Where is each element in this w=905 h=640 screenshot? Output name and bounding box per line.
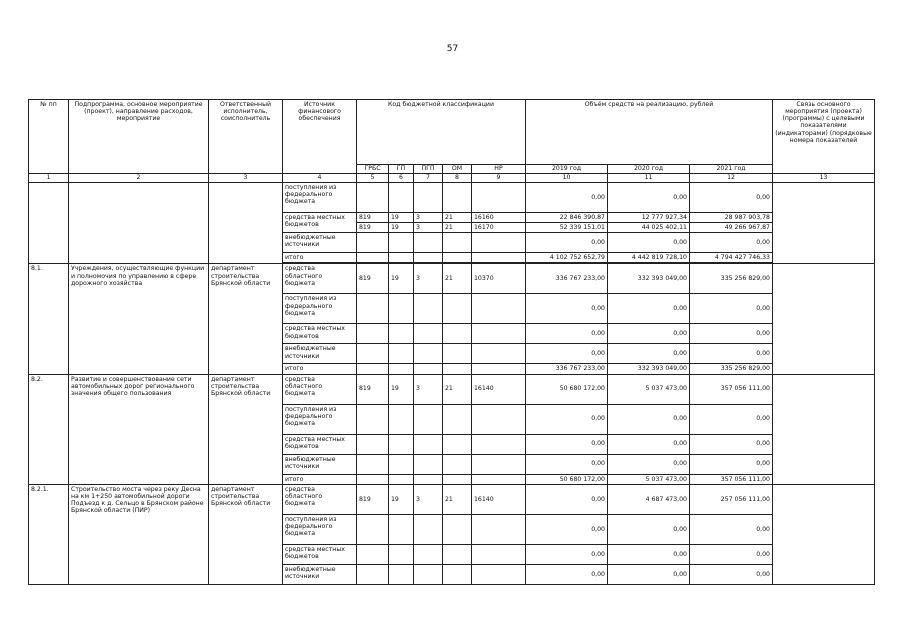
index-cell: 4 — [283, 174, 357, 183]
link-cell — [773, 484, 875, 584]
source-label: внебюджетные источники — [283, 454, 357, 474]
value-cell: 0,00 — [690, 454, 773, 474]
index-cell: 7 — [414, 174, 443, 183]
value-cell: 0,00 — [690, 544, 773, 564]
value-cell: 0,00 — [526, 564, 608, 584]
row-resp: департамент строительства Брянской области — [209, 374, 283, 484]
code-cell: 3 — [414, 213, 443, 223]
table-row — [29, 264, 875, 294]
source-label: средства областного бюджета — [283, 374, 357, 404]
value-cell: 0,00 — [690, 324, 773, 344]
code-cell: 3 — [414, 374, 443, 404]
index-cell: 12 — [690, 174, 773, 183]
value-cell: 0,00 — [526, 294, 608, 324]
row-resp: департамент строительства Брянской области — [209, 484, 283, 584]
index-cell: 8 — [443, 174, 472, 183]
value-cell: 336 767 233,00 — [526, 264, 608, 294]
value-cell: 4 687 473,00 — [608, 484, 690, 514]
code-cell: 16160 — [472, 213, 526, 223]
code-cell: 819 — [357, 264, 389, 294]
cont-resp-cell — [209, 183, 283, 264]
value-cell: 0,00 — [690, 294, 773, 324]
index-cell: 5 — [357, 174, 389, 183]
code-cell: 21 — [443, 374, 472, 404]
code-cell: 10370 — [472, 264, 526, 294]
header-om: ОМ — [443, 165, 472, 174]
total-cell: 332 393 049,00 — [608, 364, 690, 374]
source-label: внебюджетные источники — [283, 344, 357, 364]
source-label: средства местных бюджетов — [283, 544, 357, 564]
row-name: Развитие и совершенствование сети автомобильных дорог регионального значения общего пользования — [69, 374, 209, 484]
value-cell: 0,00 — [526, 454, 608, 474]
value-cell: 0,00 — [690, 514, 773, 544]
value-cell: 332 393 049,00 — [608, 264, 690, 294]
code-cell: 21 — [443, 484, 472, 514]
code-cell: 19 — [389, 264, 414, 294]
code-cell: 819 — [357, 374, 389, 404]
code-cell: 21 — [443, 213, 472, 223]
header-link: Связь основного мероприятия (проекта) (программы) с целевыми показателями (индикаторами) (порядковые номера показателей — [773, 100, 875, 174]
code-cell: 21 — [443, 264, 472, 294]
header-2019: 2019 год — [526, 165, 608, 174]
code-cell: 19 — [389, 374, 414, 404]
source-label: средства областного бюджета — [283, 264, 357, 294]
value-cell: 0,00 — [608, 404, 690, 434]
source-label: средства местных бюджетов — [283, 434, 357, 454]
header-2020: 2020 год — [608, 165, 690, 174]
value-cell: 0,00 — [526, 233, 608, 253]
value-cell: 5 037 473,00 — [608, 374, 690, 404]
link-cell — [773, 264, 875, 374]
value-cell: 0,00 — [608, 514, 690, 544]
source-label: поступления из федерального бюджета — [283, 404, 357, 434]
source-label: внебюджетные источники — [283, 564, 357, 584]
value-cell: 0,00 — [526, 183, 608, 213]
row-resp: департамент строительства Брянской области — [209, 264, 283, 374]
index-cell: 1 — [29, 174, 69, 183]
index-cell: 13 — [773, 174, 875, 183]
index-row — [29, 174, 875, 183]
value-cell: 0,00 — [608, 344, 690, 364]
value-cell: 0,00 — [526, 544, 608, 564]
table-row — [29, 484, 875, 514]
index-cell: 2 — [69, 174, 209, 183]
value-cell: 0,00 — [526, 514, 608, 544]
total-cell: 50 680 172,00 — [526, 474, 608, 484]
value-cell: 44 025 402,11 — [608, 223, 690, 233]
header-num: № пп — [29, 100, 69, 174]
index-cell: 9 — [472, 174, 526, 183]
code-cell: 16170 — [472, 223, 526, 233]
value-cell: 50 680 172,00 — [526, 374, 608, 404]
header-volume: Объём средств на реализацию, рублей — [526, 100, 773, 165]
code-cell: 3 — [414, 223, 443, 233]
header-grbs: ГРБС — [357, 165, 389, 174]
value-cell: 52 339 151,01 — [526, 223, 608, 233]
source-label: итого — [283, 253, 357, 263]
row-num: 8.1. — [29, 264, 69, 374]
code-cell: 819 — [357, 213, 389, 223]
index-cell: 11 — [608, 174, 690, 183]
table-row — [29, 183, 875, 213]
header-np: НР — [472, 165, 526, 174]
source-label: средства местных бюджетов — [283, 324, 357, 344]
code-cell: 3 — [414, 264, 443, 294]
total-cell: 357 056 111,00 — [690, 474, 773, 484]
header-subprogram: Подпрограмма, основное мероприятие (проект), направление расходов, мероприятие — [69, 100, 209, 174]
code-cell: 819 — [357, 484, 389, 514]
value-cell: 28 987 903,78 — [690, 213, 773, 223]
value-cell: 0,00 — [526, 324, 608, 344]
value-cell: 0,00 — [690, 564, 773, 584]
header-pgp: ПГП — [414, 165, 443, 174]
value-cell: 0,00 — [608, 233, 690, 253]
page-number: 57 — [446, 44, 459, 54]
row-num: 8.2. — [29, 374, 69, 484]
source-label: поступления из федерального бюджета — [283, 294, 357, 324]
total-cell: 4 102 752 652,79 — [526, 253, 608, 263]
total-cell: 335 256 829,00 — [690, 364, 773, 374]
source-label: поступления из федерального бюджета — [283, 183, 357, 213]
header-responsible: Ответственный исполнитель, соисполнитель — [209, 100, 283, 174]
value-cell: 12 777 927,34 — [608, 213, 690, 223]
total-cell: 4 794 427 746,33 — [690, 253, 773, 263]
code-cell: 3 — [414, 484, 443, 514]
value-cell: 0,00 — [526, 434, 608, 454]
value-cell: 357 056 111,00 — [690, 374, 773, 404]
value-cell: 0,00 — [608, 294, 690, 324]
value-cell: 0,00 — [608, 564, 690, 584]
code-cell: 819 — [357, 223, 389, 233]
row-name: Строительство моста через реку Десна на км 1+250 автомобильной дороги Подъезд к д. Сельцо в Брянском районе Брянской области (ПИР) — [69, 484, 209, 584]
value-cell: 257 056 111,00 — [690, 484, 773, 514]
index-cell: 10 — [526, 174, 608, 183]
source-label: внебюджетные источники — [283, 233, 357, 253]
cont-name-cell — [69, 183, 209, 264]
header-row — [29, 100, 875, 165]
value-cell: 0,00 — [608, 454, 690, 474]
value-cell: 22 846 390,87 — [526, 213, 608, 223]
value-cell: 0,00 — [608, 183, 690, 213]
table-row — [29, 374, 875, 404]
total-cell: 5 037 473,00 — [608, 474, 690, 484]
source-label: итого — [283, 364, 357, 374]
cont-num-cell — [29, 183, 69, 264]
value-cell: 0,00 — [526, 344, 608, 364]
value-cell: 49 266 967,87 — [690, 223, 773, 233]
total-cell: 336 767 233,00 — [526, 364, 608, 374]
code-cell: 21 — [443, 223, 472, 233]
index-cell: 6 — [389, 174, 414, 183]
value-cell: 0,00 — [690, 233, 773, 253]
value-cell: 0,00 — [608, 434, 690, 454]
source-label: средства местных бюджетов — [283, 213, 357, 233]
row-num: 8.2.1. — [29, 484, 69, 584]
header-2021: 2021 год — [690, 165, 773, 174]
code-cell: 19 — [389, 213, 414, 223]
link-cell — [773, 374, 875, 484]
value-cell: 0,00 — [690, 183, 773, 213]
header-budget-code: Код бюджетной классификации — [357, 100, 526, 165]
financing-table — [28, 99, 875, 585]
header-source: Источник финансового обеспечения — [283, 100, 357, 174]
row-name: Учреждения, осуществляющие функции и полномочия по управлению в сфере дорожного хозяйства — [69, 264, 209, 374]
header-gp: ГП — [389, 165, 414, 174]
value-cell: 0,00 — [690, 434, 773, 454]
index-cell: 3 — [209, 174, 283, 183]
source-label: поступления из федерального бюджета — [283, 514, 357, 544]
value-cell: 0,00 — [608, 544, 690, 564]
value-cell: 335 256 829,00 — [690, 264, 773, 294]
link-cell — [773, 183, 875, 264]
value-cell: 0,00 — [526, 404, 608, 434]
source-label: итого — [283, 474, 357, 484]
value-cell: 0,00 — [526, 484, 608, 514]
code-cell: 19 — [389, 484, 414, 514]
value-cell: 0,00 — [690, 404, 773, 434]
value-cell: 0,00 — [608, 324, 690, 344]
source-label: средства областного бюджета — [283, 484, 357, 514]
code-cell: 16140 — [472, 374, 526, 404]
code-cell: 19 — [389, 223, 414, 233]
value-cell: 0,00 — [690, 344, 773, 364]
code-cell: 16140 — [472, 484, 526, 514]
total-cell: 4 442 819 728,10 — [608, 253, 690, 263]
